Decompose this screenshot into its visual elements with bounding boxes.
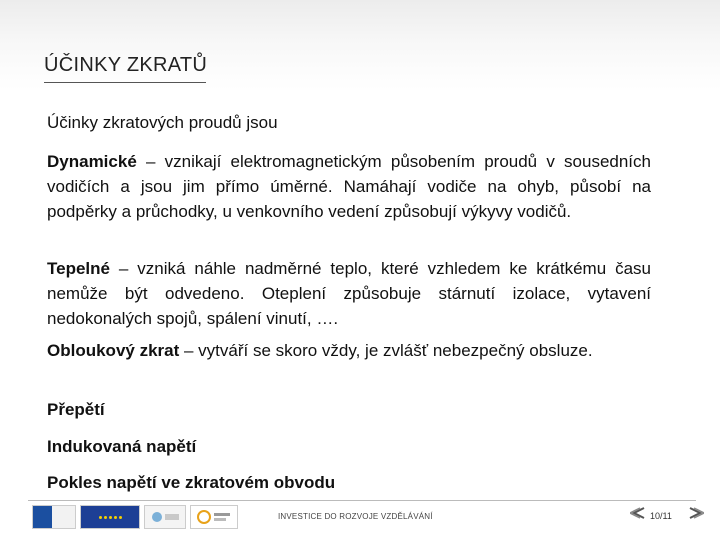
- paragraph-term: Dynamické: [47, 152, 137, 171]
- paragraph-text: – vzniká náhle nadměrné teplo, které vzhledem ke krátkému času nemůže být odvedeno. Oteplení způsobuje stárnutí izolace, vytavení nedokonalých spojů, spálení vinutí, ….: [47, 259, 651, 328]
- op-vk-logo: [190, 505, 238, 529]
- next-arrow-icon[interactable]: [688, 506, 704, 523]
- paragraph-text: – vznikají elektromagnetickým působením proudů v sousedních vodičích a jsou jim přímo úměrné. Namáhají vodiče na ohyb, působí na podpěrky a průchodky, u venkovního vedení způsobují výkyvy vodičů.: [47, 152, 651, 221]
- paragraph-thermal: [47, 256, 651, 331]
- page-number: 10/11: [650, 511, 672, 521]
- msmt-logo: [144, 505, 186, 529]
- title-underline: [44, 82, 206, 83]
- list-item-overvoltage: Přepětí: [47, 400, 105, 419]
- paragraph-term: Obloukový zkrat: [47, 341, 180, 360]
- esf-logo: [32, 505, 76, 529]
- paragraph-term: Tepelné: [47, 259, 110, 278]
- intro-text: Účinky zkratových proudů jsou: [47, 113, 278, 132]
- footer-text: INVESTICE DO ROZVOJE VZDĚLÁVÁNÍ: [278, 512, 433, 521]
- slide-title: ÚČINKY ZKRATŮ: [44, 54, 208, 76]
- footer-logos: [32, 505, 238, 529]
- footer-divider: [28, 500, 696, 501]
- paragraph-arc: [47, 338, 651, 363]
- list-item-voltage-drop: Pokles napětí ve zkratovém obvodu: [47, 473, 336, 492]
- list-item-induced-voltage: Indukovaná napětí: [47, 437, 197, 456]
- paragraph-text: – vytváří se skoro vždy, je zvlášť nebezpečný obsluze.: [179, 341, 593, 360]
- paragraph-dynamic: [47, 149, 651, 224]
- prev-arrow-icon[interactable]: [630, 506, 646, 523]
- eu-flag-logo: [80, 505, 140, 529]
